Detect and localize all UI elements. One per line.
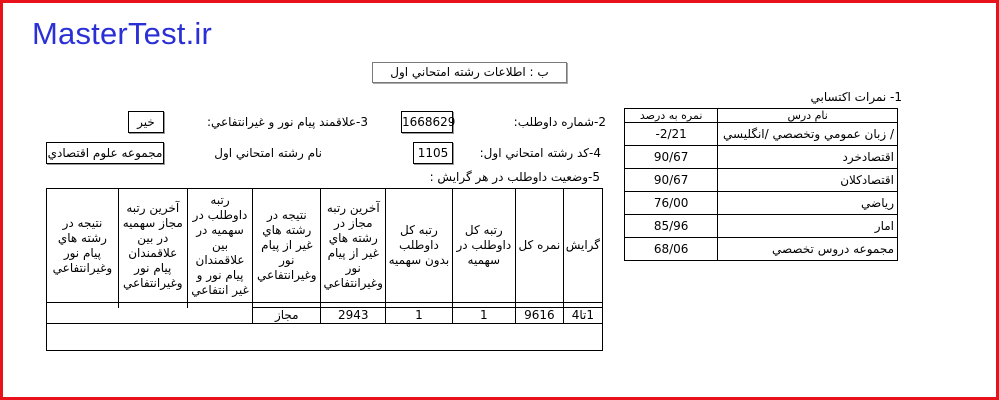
table-row <box>625 238 898 261</box>
candidate-number-value: 1668629 <box>401 111 453 133</box>
value-result: مجاز <box>253 308 321 324</box>
field-name-value: مجموعه علوم اقتصادي <box>46 142 164 164</box>
field-name-label: نام رشته امتحاني اول <box>214 146 322 160</box>
course-cell: / زبان عمومي وتخصصي /انگليسي <box>718 123 898 146</box>
score-cell: 76/00 <box>625 192 718 215</box>
table-row <box>47 308 603 324</box>
status-label: 5-وضعيت داوطلب در هر گرايش : <box>429 170 600 184</box>
candidate-number-label: 2-شماره داوطلب: <box>513 115 606 129</box>
table-row <box>625 169 898 192</box>
header-last-allowed-rank-payamnoor: آخرين رتبه مجاز سهميه در بين علاقمندان پيام نور وغيرانتفاعي <box>118 189 187 303</box>
value-rank-without-quota: 1 <box>386 308 452 324</box>
value-total-score: 9616 <box>516 308 564 324</box>
scores-heading: 1- نمرات اكتسابي <box>810 90 902 104</box>
course-cell: اقتصادكلان <box>718 169 898 192</box>
course-cell: امار <box>718 215 898 238</box>
score-cell: -2/21 <box>625 123 718 146</box>
table-row <box>625 192 898 215</box>
section-title: ب : اطلاعات رشته امتحاني اول <box>372 62 567 83</box>
table-row <box>625 123 898 146</box>
interest-value: خير <box>128 111 164 133</box>
score-cell: 90/67 <box>625 169 718 192</box>
header-total-score: نمره كل <box>516 189 564 303</box>
table-row <box>625 146 898 169</box>
header-last-allowed-rank: آخرين رتبه مجاز در رشته هاي غير از پيام نور وغيرانتفاعي <box>321 189 386 303</box>
value-payamnoor-empty <box>47 308 253 324</box>
score-cell: 90/67 <box>625 146 718 169</box>
header-rank-among-interested: رتبه داوطلب در سهميه در بين علاقمندان پيام نور و غير انتفاعي <box>187 189 253 303</box>
field-code-value: 1105 <box>413 142 453 164</box>
course-cell: اقتصادخرد <box>718 146 898 169</box>
course-cell: مجموعه دروس تخصصي <box>718 238 898 261</box>
interest-label: 3-علاقمند پيام نور و غيرانتفاعي: <box>206 115 368 129</box>
course-cell: رياضي <box>718 192 898 215</box>
empty-row <box>47 324 603 351</box>
score-cell: 68/06 <box>625 238 718 261</box>
value-rank-with-quota: 1 <box>452 308 515 324</box>
value-orientation: 1تا4 <box>563 308 602 324</box>
course-column-header: نام درس <box>718 109 898 123</box>
scores-table <box>624 108 898 261</box>
status-table <box>46 188 603 351</box>
field-code-label: 4-كد رشته امتحاني اول: <box>479 146 601 160</box>
score-column-header: نمره به درصد <box>625 109 718 123</box>
site-watermark: MasterTest.ir <box>32 16 213 51</box>
header-result: نتيجه در رشته هاي غير از پيام نور وغيرانتفاعي <box>253 189 321 303</box>
header-rank-without-quota: رتبه كل داوطلب بدون سهميه <box>386 189 452 303</box>
value-last-allowed-rank: 2943 <box>321 308 386 324</box>
score-cell: 85/96 <box>625 215 718 238</box>
header-orientation: گرايش <box>563 189 602 303</box>
table-row <box>625 215 898 238</box>
header-rank-with-quota: رتبه كل داوطلب در سهميه <box>452 189 515 303</box>
header-result-payamnoor: نتيجه در رشته هاي پيام نور وغيرانتفاعي <box>47 189 119 303</box>
